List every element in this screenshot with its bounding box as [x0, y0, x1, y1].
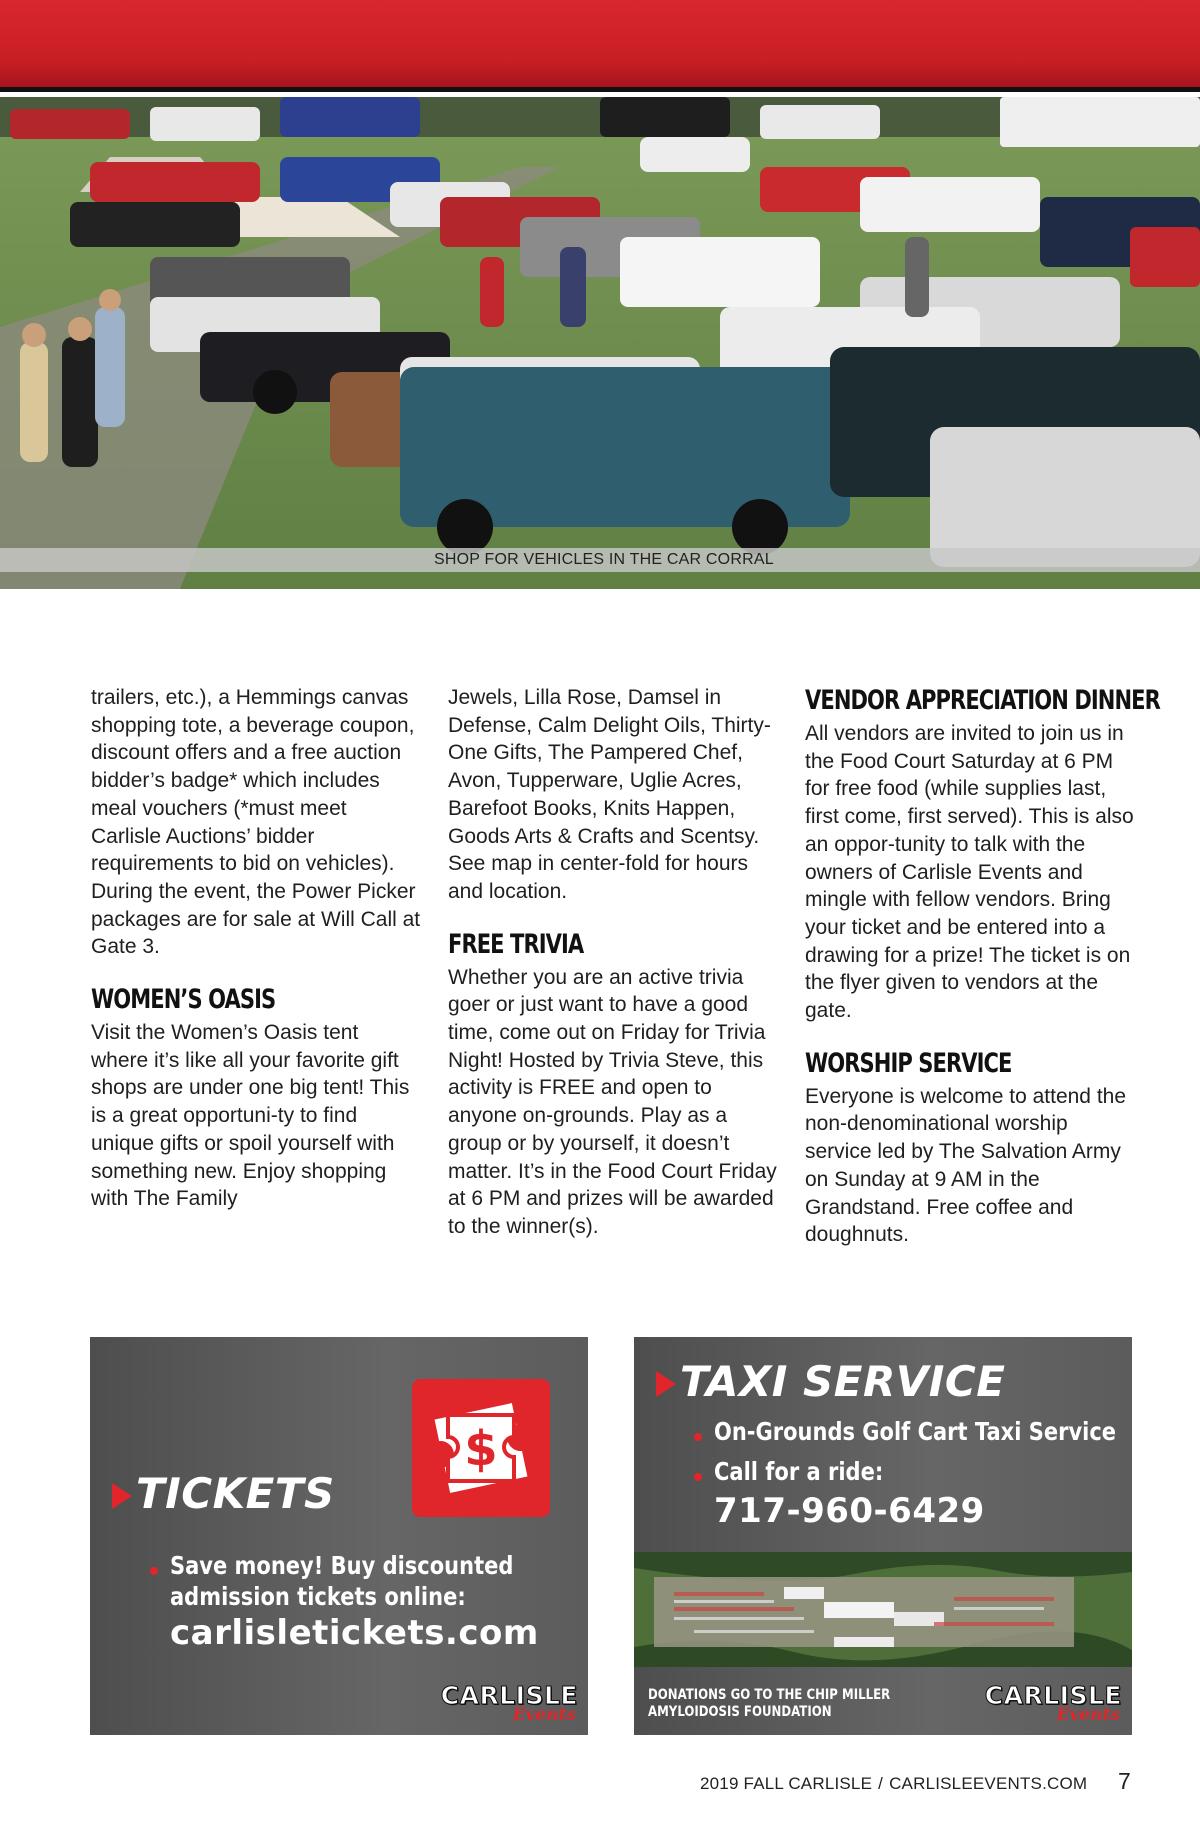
- worship-service-text: Everyone is welcome to attend the non-denominational worship service led by The Salvation Army on Sunday at 9 AM in the Grandstand. Free coffee and doughnuts.: [805, 1084, 1127, 1247]
- tickets-url-link[interactable]: carlisletickets.com: [170, 1613, 539, 1653]
- womens-oasis-continued-text: Jewels, Lilla Rose, Damsel in Defense, Calm Delight Oils, Thirty-One Gifts, The Pampered Chef, Avon, Tupperware, Uglie Acres, Barefoot Books, Knits Happen, Goods Arts & Crafts and Scentsy. See map in center-fold for hours and location.: [448, 686, 771, 903]
- bullet-icon: [150, 1567, 158, 1575]
- footer-site-link[interactable]: CARLISLEEVENTS.COM: [889, 1774, 1088, 1793]
- photo-caption-text: SHOP FOR VEHICLES IN THE CAR CORRAL: [434, 551, 774, 568]
- page-footer: [700, 1774, 1087, 1794]
- worship-service-heading: WORSHIP SERVICE: [805, 1047, 1012, 1079]
- taxi-phone-number[interactable]: 717-960-6429: [714, 1491, 985, 1531]
- footer-separator: /: [878, 1774, 884, 1793]
- bullet-icon: [694, 1433, 702, 1441]
- free-trivia-heading: FREE TRIVIA: [448, 928, 584, 960]
- article-column-2: [448, 684, 778, 1241]
- womens-oasis-heading: WOMEN’S OASIS: [91, 984, 276, 1016]
- taxi-service-ad: [634, 1337, 1132, 1735]
- car-corral-photo: [0, 97, 1200, 589]
- logo-script: Events: [1056, 1705, 1120, 1725]
- taxi-ad-line-1: On-Grounds Golf Cart Taxi Service: [714, 1417, 1117, 1446]
- womens-oasis-text: Visit the Women’s Oasis tent where it’s like all your favorite gift shops are under one big tent! This is a great opportuni-ty to find unique gifts or spoil yourself with something new. Enjoy shopping with The Family: [91, 1021, 410, 1211]
- ticket-dollar-icon: [412, 1379, 550, 1517]
- taxi-donation-note: [648, 1687, 890, 1721]
- top-red-banner: [0, 0, 1200, 92]
- donation-line-1: DONATIONS GO TO THE CHIP MILLER: [648, 1687, 891, 1703]
- tickets-arrow-icon: [112, 1483, 132, 1509]
- carlisle-events-logo: [982, 1681, 1122, 1725]
- free-trivia-text: Whether you are an active trivia goer or just want to have a good time, come out on Friday for Trivia Night! Hosted by Trivia Steve, this activity is FREE and open to anyone on-grounds. Play as a group or by yourself, it doesn’t matter. It’s in the Food Court Friday at 6 PM and prizes will be awarded to the winner(s).: [448, 965, 777, 1238]
- aerial-photo: [634, 1552, 1132, 1667]
- page-number: 7: [1118, 1768, 1131, 1794]
- photo-caption: [0, 548, 1200, 572]
- footer-event: 2019 FALL CARLISLE: [700, 1774, 873, 1793]
- taxi-ad-title: TAXI SERVICE: [680, 1357, 1006, 1406]
- logo-wordmark: CARLISLE: [984, 1681, 1122, 1710]
- power-picker-continued-text: trailers, etc.), a Hemmings canvas shopping tote, a beverage coupon, discount offers and a free auction bidder’s badge* which includes meal vouchers (*must meet Carlisle Auctions’ bidder requirements to bid on vehicles). During the event, the Power Picker packages are for sale at Will Call at Gate 3.: [91, 686, 421, 959]
- taxi-arrow-icon: [656, 1371, 676, 1397]
- bullet-icon: [694, 1473, 702, 1481]
- tickets-ad-line-2: admission tickets online:: [170, 1582, 466, 1611]
- logo-wordmark: CARLISLE: [440, 1681, 578, 1710]
- carlisle-events-logo: [438, 1681, 578, 1725]
- tickets-ad-title: TICKETS: [136, 1469, 335, 1518]
- vendor-dinner-text: All vendors are invited to join us in the Food Court Saturday at 6 PM for free food (while supplies last, first come, first served). This is also an oppor-tunity to talk with the owners of Carlisle Events and mingle with fellow vendors. Bring your ticket and be entered into a drawing for a prize! The ticket is on the flyer given to vendors at the gate.: [805, 722, 1134, 1023]
- taxi-ad-line-2: Call for a ride:: [714, 1457, 884, 1486]
- car-corral-photo-art: [0, 97, 1200, 589]
- svg-text:$: $: [464, 1421, 498, 1477]
- tickets-ad-line-1: Save money! Buy discounted: [170, 1551, 514, 1580]
- logo-script: Events: [512, 1705, 576, 1725]
- vendor-dinner-heading: VENDOR APPRECIATION DINNER: [805, 685, 1160, 716]
- article-column-3: [805, 684, 1160, 1249]
- article-column-1: [91, 684, 421, 1213]
- tickets-ad: [90, 1337, 588, 1735]
- donation-line-2: AMYLOIDOSIS FOUNDATION: [648, 1704, 832, 1720]
